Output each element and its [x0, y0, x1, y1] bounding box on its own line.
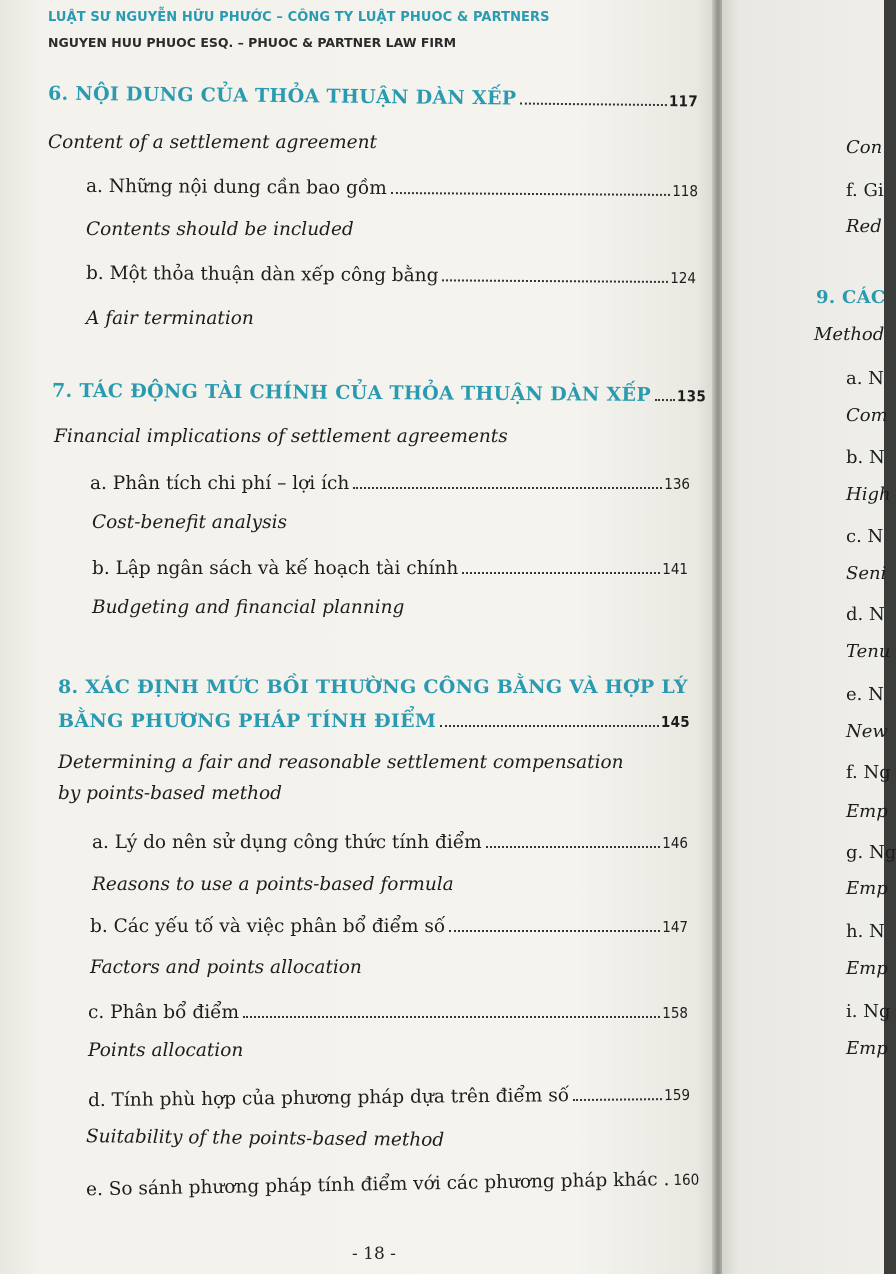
- right-section-9: 9. CÁC: [816, 287, 886, 308]
- right-line-12: d. N: [846, 604, 885, 625]
- toc-section-8a-english: Reasons to use a points-based formula: [92, 874, 454, 895]
- right-line-23: Emp: [846, 1038, 888, 1059]
- toc-section-8b-english: Factors and points allocation: [90, 957, 362, 978]
- right-line-10: c. N: [846, 526, 884, 547]
- toc-section-6b-english: A fair termination: [86, 308, 254, 329]
- right-line-14: e. N: [846, 684, 884, 705]
- right-line-21: Emp: [846, 958, 888, 979]
- right-line-2: f. Gi: [846, 180, 884, 201]
- toc-section-8c[interactable]: c. Phân bổ điểm 158: [88, 1002, 688, 1023]
- page-number: - 18 -: [352, 1244, 396, 1264]
- toc-section-8d[interactable]: d. Tính phù hợp của phương pháp dựa trên điểm số 159: [87, 1085, 691, 1112]
- right-line-17: Emp: [846, 801, 888, 822]
- right-line-3: Red: [846, 216, 882, 237]
- right-line-8: b. N: [846, 447, 885, 468]
- right-line-9: High: [846, 484, 891, 505]
- toc-section-6[interactable]: 6. NỘI DUNG CỦA THỎA THUẬN DÀN XẾP 117: [47, 82, 699, 111]
- toc-section-8d-english: Suitability of the points-based method: [85, 1126, 445, 1151]
- toc-section-7a-english: Cost-benefit analysis: [92, 512, 288, 533]
- right-line-1: Con: [846, 137, 883, 158]
- right-line-7: Com: [846, 405, 888, 426]
- toc-section-8-english-line2: by points-based method: [58, 783, 283, 804]
- toc-section-8-english-line1: Determining a fair and reasonable settlement compensation: [58, 752, 624, 773]
- right-line-13: Tenu: [846, 641, 891, 662]
- right-line-16: f. Ng: [846, 762, 891, 783]
- toc-section-8e[interactable]: e. So sánh phương pháp tính điểm với các phương pháp khác . 160: [85, 1169, 700, 1201]
- toc-section-8-title-line1[interactable]: 8. XÁC ĐỊNH MỨC BỒI THƯỜNG CÔNG BẰNG VÀ HỢP LÝ: [58, 676, 688, 698]
- toc-section-6b[interactable]: b. Một thỏa thuận dàn xếp công bằng 124: [85, 262, 697, 288]
- right-line-6: a. N: [846, 368, 884, 389]
- right-line-22: i. Ng: [846, 1001, 891, 1022]
- right-line-19: Emp: [846, 878, 888, 899]
- right-line-20: h. N: [846, 921, 885, 942]
- toc-section-7a[interactable]: a. Phân tích chi phí – lợi ích 136: [90, 473, 690, 494]
- toc-section-8c-english: Points allocation: [88, 1040, 244, 1061]
- header-line-english: NGUYEN HUU PHUOC ESQ. – PHUOC & PARTNER LAW FIRM: [48, 35, 457, 50]
- toc-section-7-english: Financial implications of settlement agreements: [54, 426, 508, 447]
- right-line-5: Method: [814, 324, 885, 345]
- toc-section-6a[interactable]: a. Những nội dung cần bao gồm 118: [85, 175, 699, 201]
- toc-section-6-english: Content of a settlement agreement: [48, 132, 377, 153]
- header-line-vietnamese: LUẬT SƯ NGUYỄN HỮU PHƯỚC – CÔNG TY LUẬT PHUOC & PARTNERS: [48, 10, 550, 25]
- toc-section-8a[interactable]: a. Lý do nên sử dụng công thức tính điểm 146: [92, 832, 688, 853]
- toc-section-8[interactable]: BẰNG PHƯƠNG PHÁP TÍNH ĐIỂM 145: [58, 710, 690, 732]
- toc-section-6a-english: Contents should be included: [86, 219, 354, 240]
- toc-section-7b[interactable]: b. Lập ngân sách và kế hoạch tài chính 141: [92, 558, 688, 579]
- toc-section-7[interactable]: 7. TÁC ĐỘNG TÀI CHÍNH CỦA THỎA THUẬN DÀN XẾP 135: [51, 379, 707, 406]
- toc-section-7b-english: Budgeting and financial planning: [92, 597, 405, 618]
- right-line-15: New: [846, 721, 888, 742]
- right-line-18: g. Ng: [846, 842, 896, 863]
- toc-section-8b[interactable]: b. Các yếu tố và việc phân bổ điểm số 147: [90, 916, 688, 937]
- right-line-11: Seni: [846, 563, 887, 584]
